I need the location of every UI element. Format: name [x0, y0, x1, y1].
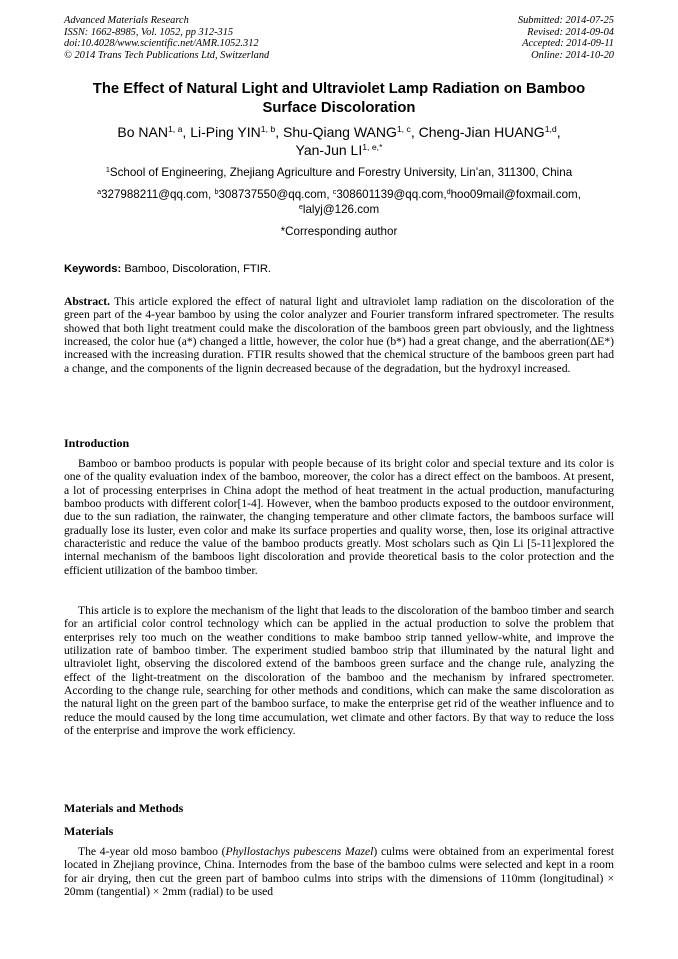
introduction-paragraph-2 [64, 604, 614, 737]
paragraph-text: This article is to explore the mechanism of the light that leads to the discoloration of the bamboo timber and search for an artificial color control technology which can be applied in the actual production to solve the problem that enterprises rely too much on the weather conditions to make bamboo strip tanned yellow-white, and improve the utilization rate of bamboo timber. The experiment studied bamboo strip that illuminated by the natural light and ultraviolet light, observing the discolored extend of the bamboos green surface and the change rule, analyzing the effect of the light-treatment on the discoloration of the bamboo and the mechanism by infrared spectrometer. According to the change rule, searching for other methods and conditions, which can make the same discoloration as the natural light on the green part of the bamboo surface, to make the enterprise get rid of the weather influence and to reduce the mould caused by the long time accumulation, wet climate and other factors. By that way to reduce the loss of the enterprise and improve the work efficiency. [64, 604, 614, 738]
accepted-date: Accepted: 2014-09-11 [522, 38, 614, 50]
author-name: Bo NAN [117, 124, 168, 140]
paragraph-text [64, 845, 614, 898]
materials-paragraph [64, 845, 614, 898]
author-list [60, 123, 618, 159]
introduction-heading: Introduction [64, 436, 130, 450]
paragraph-text: Bamboo or bamboo products is popular with people because of its bright color and special texture and its color is one of the quality evaluation index of the bamboo, moreover, the color has a direct effect on the bamboos. At present, a lot of processing enterprises in China adopt the method of heat treatment in the actual production, manufacturing bamboo products with different color[1-4]. However, when the bamboo products exposed to the outdoor environment, due to the sun radiation, the rainwater, the changing temperature and other climate factors, the bamboos surface will gradually lose its luster, even color and make its surface properties and quality worse, then, lose its original attractive characteristic and reduce the value of the bamboo products greatly. Most scholars such as Qin Li [5-11]explored the internal mechanism of the bamboos light discoloration and provide theoretical basis to the color protection and the efficient utilization of the bamboo timber. [64, 457, 614, 577]
email-address: 327988211@qq.com [101, 188, 209, 201]
journal-name: Advanced Materials Research [64, 15, 189, 26]
author-sup: 1, c [396, 124, 411, 135]
author-name: Yan-Jun LI [295, 142, 363, 158]
affiliation-text: School of Engineering, Zhejiang Agriculture and Forestry University, Lin’an, 311300, China [109, 166, 573, 179]
materials-subheading: Materials [64, 824, 114, 838]
doi: doi:10.4028/www.scientific.net/AMR.1052.312 [64, 38, 259, 50]
email-sup: a [97, 187, 102, 197]
email-address: hoo09mail@foxmail.com [450, 188, 578, 201]
author-line-1: Bo NAN$^{1, a}$, Li-Ping YIN$^{1, b}$, Shu-Qiang WANG$^{1, c}$, Cheng-Jian HUANG$^{1,d}$, [117, 124, 561, 140]
email-sup: c [332, 187, 337, 197]
author-sup: 1, b [260, 124, 276, 135]
submitted-date: Submitted: 2014-07-25 [517, 15, 614, 26]
affiliation [60, 165, 618, 180]
title-line-2: Surface Discoloration [262, 100, 416, 116]
email-sup: b [214, 187, 219, 197]
author-name: Li-Ping YIN [190, 124, 261, 140]
email-list [60, 188, 618, 217]
abstract [64, 295, 614, 375]
issn: ISSN: 1662-8985, Vol. 1052, pp 312-315 [64, 26, 234, 38]
keywords-label: Keywords: [64, 263, 122, 275]
species-name: Phyllostachys pubescens Mazel [225, 845, 374, 858]
keywords [64, 262, 271, 276]
materials-text-after: ) culms were obtained from an experimental forest located in Zhejiang province, China. Internodes from the base of the bamboo culms were selected and kept in a room for air drying, then cut the green part of bamboo culms into strips with the dimensions of 110mm (longitudinal) × 20mm (tangential) × 2mm (radial) to be used [64, 845, 614, 899]
paper-title [60, 80, 618, 118]
keywords-text: Bamboo, Discoloration, FTIR. [124, 263, 272, 275]
author-sup: 1, a [167, 124, 183, 135]
email-line-2 [60, 203, 618, 218]
author-sup: 1,d [544, 124, 557, 135]
email-address: lalyj@126.com [302, 202, 380, 216]
email-address: 308601139@qq.com [336, 188, 444, 201]
author-sup: 1, e,* [362, 142, 383, 153]
email-address: 308737550@qq.com [218, 188, 327, 201]
journal-info [64, 15, 269, 61]
email-sup: d [446, 187, 451, 197]
affiliation-sup: 1 [105, 165, 110, 175]
copyright: © 2014 Trans Tech Publications Ltd, Switzerland [64, 49, 270, 61]
title-line-1: The Effect of Natural Light and Ultraviolet Lamp Radiation on Bamboo [92, 81, 586, 97]
email-line-1: $^a$327988211@qq.com, $^b$308737550@qq.com, $^c$308601139@qq.com,$^d$hoo09mail@foxmail.com, [97, 187, 581, 201]
online-date: Online: 2014-10-20 [531, 49, 614, 61]
materials-methods-heading: Materials and Methods [64, 801, 184, 815]
corresponding-author-note: *Corresponding author [280, 225, 398, 238]
abstract-text: This article explored the effect of natural light and ultraviolet lamp radiation on the discoloration of the green part of the 4-year bamboo by using the color analyzer and Fourier transform infrared spectrometer. The results showed that both light treatment could make the discoloration of the bamboos green part obviously, and the lightness increased, the color hue (a*) changed a little, however, the color hue (b*) had a great change, and the aberration(∆E*) increased with the increasing duration. FTIR results showed that the chemical structure of the bamboos green part had a change, and the components of the lignin decreased because of the degradation, but the hydroxyl increased. [64, 295, 614, 375]
author-name: Cheng-Jian HUANG [418, 124, 545, 140]
email-sup: e [298, 201, 303, 211]
materials-text-before: The 4-year old moso bamboo ( [78, 845, 226, 858]
abstract-label: Abstract. [64, 295, 111, 308]
publication-dates [518, 15, 614, 61]
introduction-paragraph-1 [64, 457, 614, 577]
author-line-2 [60, 141, 618, 159]
revised-date: Revised: 2014-09-04 [527, 26, 614, 38]
author-name: Shu-Qiang WANG [283, 124, 397, 140]
